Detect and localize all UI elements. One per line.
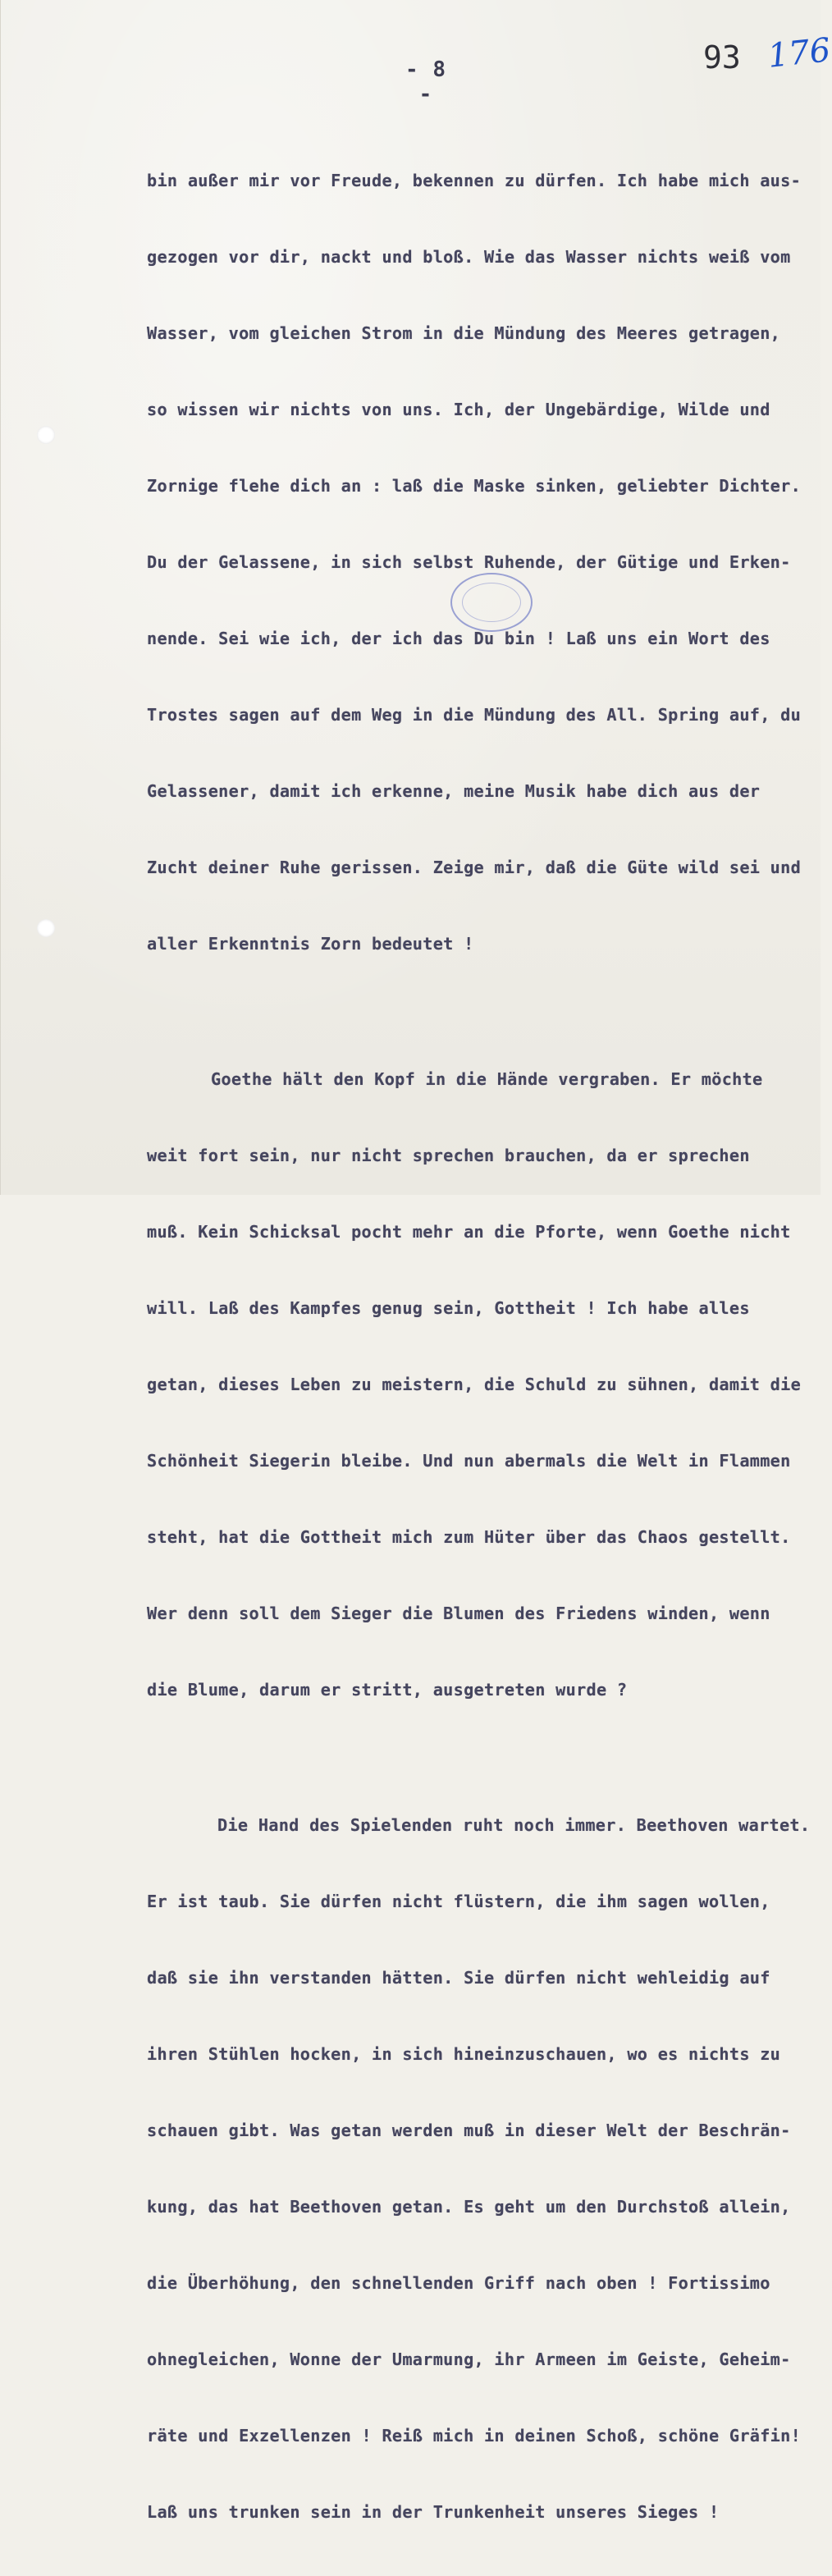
- paragraph-1: [147, 117, 816, 1008]
- text-line: die Überhöhung, den schnellenden Griff nach oben ! Fortissimo: [147, 2273, 770, 2293]
- handwritten-folio-number: 176: [766, 31, 832, 75]
- text-line: ihren Stühlen hocken, in sich hineinzuschauen, wo es nichts zu: [147, 2044, 781, 2064]
- text-line: schauen gibt. Was getan werden muß in dieser Welt der Beschrän-: [147, 2121, 791, 2140]
- text-line: Zucht deiner Ruhe gerissen. Zeige mir, daß die Güte wild sei und: [147, 858, 802, 877]
- text-line: Trostes sagen auf dem Weg in die Mündung des All. Spring auf, du: [147, 705, 802, 725]
- text-line: Schönheit Siegerin bleibe. Und nun abermals die Welt in Flammen: [147, 1451, 791, 1471]
- text-line: muß. Kein Schicksal pocht mehr an die Pforte, wenn Goethe nicht: [147, 1222, 791, 1242]
- body-text: [147, 117, 816, 2576]
- text-line: Gelassener, damit ich erkenne, meine Musik habe dich aus der: [147, 781, 761, 801]
- text-line: getan, dieses Leben zu meistern, die Schuld zu sühnen, damit die: [147, 1375, 802, 1394]
- text-line: die Blume, darum er stritt, ausgetreten wurde ?: [147, 1680, 628, 1700]
- text-line: daß sie ihn verstanden hätten. Sie dürfen nicht wehleidig auf: [147, 1968, 770, 1988]
- text-line: kung, das hat Beethoven getan. Es geht um den Durchstoß allein,: [147, 2197, 791, 2217]
- text-line: weit fort sein, nur nicht sprechen brauchen, da er sprechen: [147, 1146, 750, 1165]
- page-number: - 8 -: [405, 57, 446, 107]
- text-line: bin außer mir vor Freude, bekennen zu dürfen. Ich habe mich aus-: [147, 171, 802, 190]
- text-line: Laß uns trunken sein in der Trunkenheit unseres Sieges !: [147, 2502, 720, 2522]
- text-line: Die Hand des Spielenden ruht noch immer. Beethoven wartet.: [217, 1815, 811, 1835]
- archive-number: 93: [703, 39, 741, 75]
- punch-hole: [37, 919, 55, 937]
- text-line: Zornige flehe dich an : laß die Maske sinken, geliebter Dichter.: [147, 476, 802, 496]
- text-line: ohnegleichen, Wonne der Umarmung, ihr Armeen im Geiste, Geheim-: [147, 2350, 791, 2369]
- text-line: räte und Exzellenzen ! Reiß mich in deinen Schoß, schöne Gräfin!: [147, 2426, 802, 2446]
- text-line: so wissen wir nichts von uns. Ich, der Ungebärdige, Wilde und: [147, 400, 770, 419]
- text-line: Du der Gelassene, in sich selbst Ruhende, der Gütige und Erken-: [147, 552, 791, 572]
- text-line: Wasser, vom gleichen Strom in die Mündung des Meeres getragen,: [147, 323, 781, 343]
- paragraph-2: [147, 1016, 816, 1754]
- text-line: will. Laß des Kampfes genug sein, Gottheit ! Ich habe alles: [147, 1298, 750, 1318]
- text-line: aller Erkenntnis Zorn bedeutet !: [147, 934, 474, 954]
- text-line: nende. Sei wie ich, der ich das Du bin ! Laß uns ein Wort des: [147, 629, 770, 648]
- text-line: Er ist taub. Sie dürfen nicht flüstern, die ihm sagen wollen,: [147, 1892, 770, 1911]
- text-line: Goethe hält den Kopf in die Hände vergraben. Er möchte: [211, 1069, 763, 1089]
- paragraph-3: [147, 1762, 816, 2576]
- text-line: Wer denn soll dem Sieger die Blumen des Friedens winden, wenn: [147, 1604, 770, 1623]
- punch-hole: [37, 426, 55, 444]
- text-line: steht, hat die Gottheit mich zum Hüter über das Chaos gestellt.: [147, 1527, 791, 1547]
- text-line: gezogen vor dir, nackt und bloß. Wie das Wasser nichts weiß vom: [147, 247, 791, 267]
